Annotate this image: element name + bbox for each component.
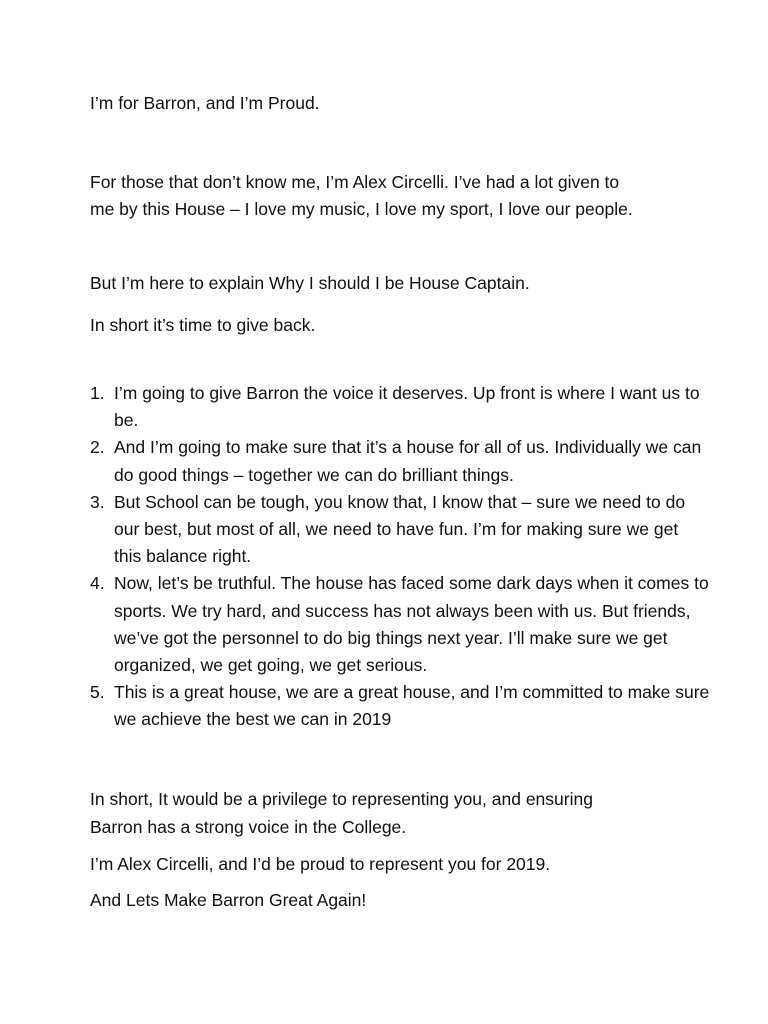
intro-line-2: me by this House – I love my music, I love my sport, I love our people.	[90, 199, 633, 219]
purpose-line: But I’m here to explain Why I should I be House Captain.	[90, 273, 530, 293]
list-item-2	[90, 434, 710, 488]
opening-line: I’m for Barron, and I’m Proud.	[90, 93, 320, 113]
list-item-5	[90, 679, 710, 733]
list-item-text: This is a great house, we are a great house, and I’m committed to make sure we achieve the best we can in 2019	[114, 682, 710, 730]
list-item-4	[90, 570, 710, 679]
slogan-line: And Lets Make Barron Great Again!	[90, 890, 367, 910]
list-number: 4.	[90, 573, 105, 594]
list-item-1	[90, 380, 710, 434]
list-number: 5.	[90, 682, 105, 703]
list-number: 1.	[90, 383, 105, 403]
list-number: 2.	[90, 437, 105, 458]
list-item-3	[90, 489, 710, 571]
closing-line-2: Barron has a strong voice in the College.	[90, 817, 407, 837]
signoff-line: I’m Alex Circelli, and I’d be proud to represent you for 2019.	[90, 854, 551, 874]
list-item-text: But School can be tough, you know that, I know that – sure we need to do our best, but most of all, we need to have fun. I’m for making sure we get this balance right.	[114, 491, 686, 567]
intro-line-1: For those that don’t know me, I’m Alex Circelli. I’ve had a lot given to	[90, 172, 620, 192]
list-item-text: I’m going to give Barron the voice it deserves. Up front is where I want us to be.	[114, 383, 700, 431]
summary-line: In short it’s time to give back.	[90, 315, 316, 335]
numbered-list	[90, 380, 710, 734]
list-item-text: Now, let’s be truthful. The house has faced some dark days when it comes to sports. We try hard, and success has not always been with us. But friends, we’ve got the personnel to do big things next year. I’ll make sure we get organized, we get going, we get serious.	[114, 573, 709, 676]
list-number: 3.	[90, 491, 105, 512]
closing-line-1: In short, It would be a privilege to representing you, and ensuring	[90, 789, 593, 809]
list-item-text: And I’m going to make sure that it’s a house for all of us. Individually we can do good things – together we can do brilliant things.	[114, 437, 702, 485]
